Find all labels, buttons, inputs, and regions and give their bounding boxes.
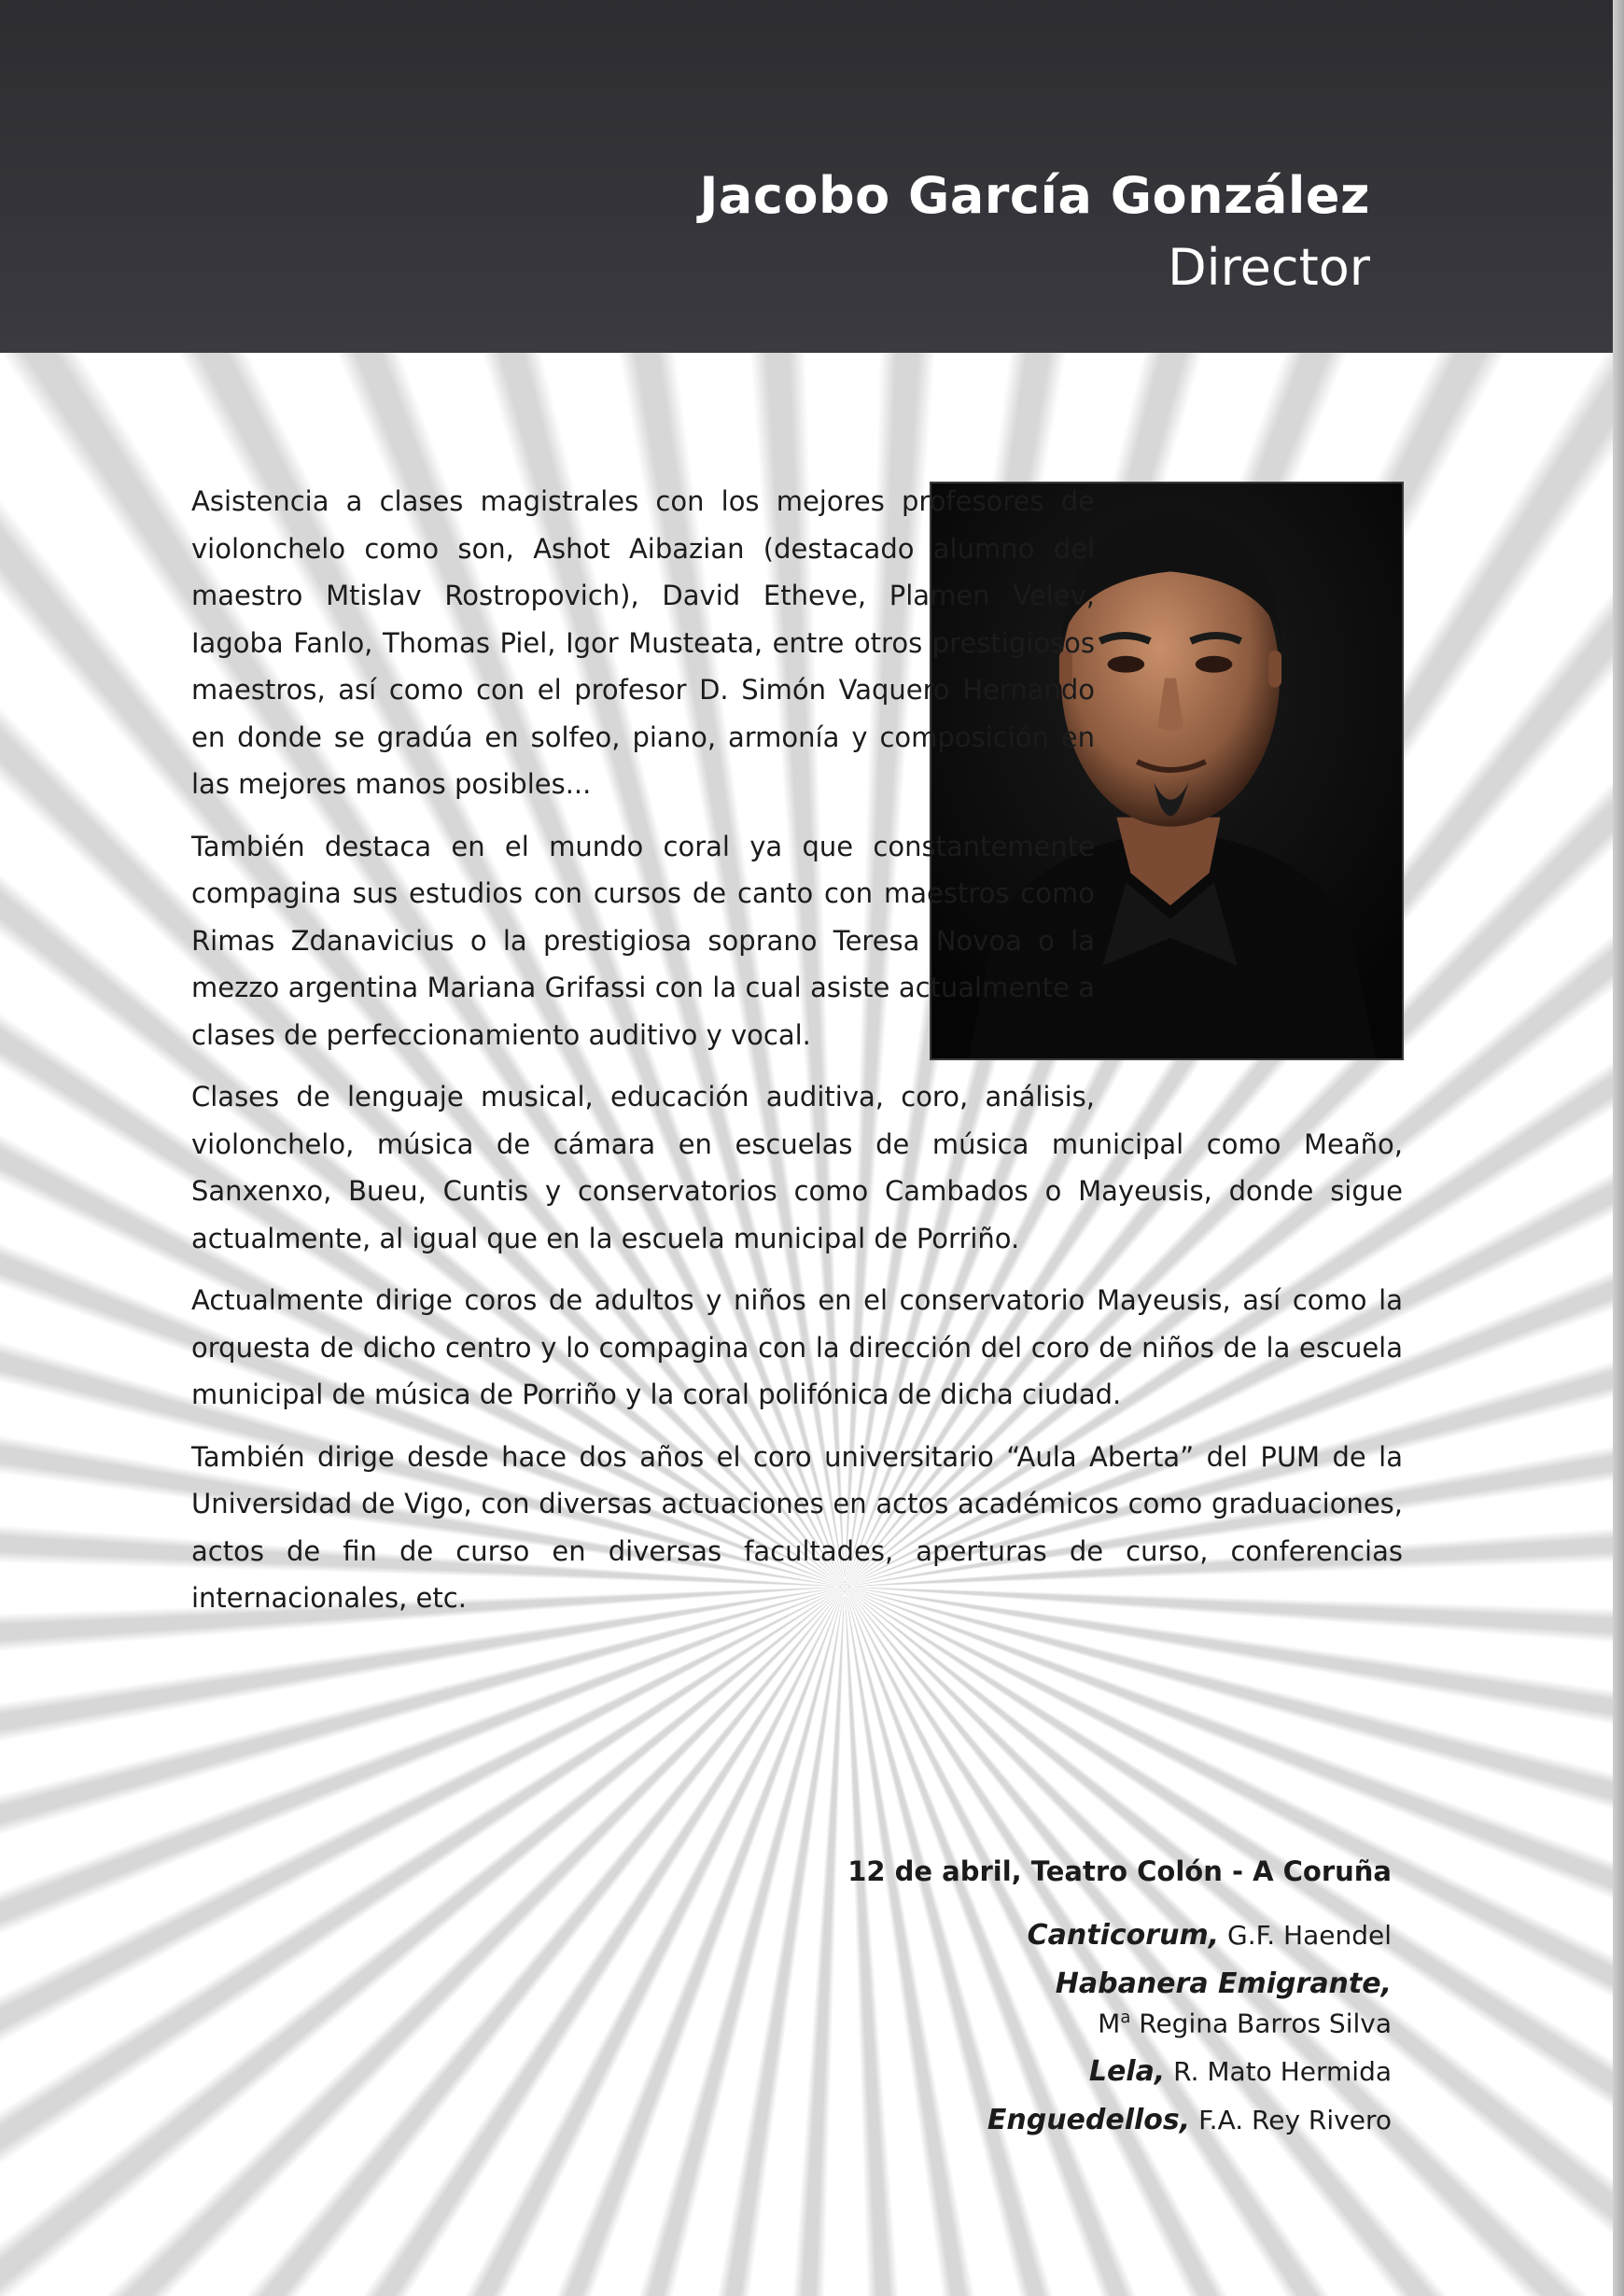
header-banner [0, 0, 1613, 353]
piece-title: Lela, [1088, 2055, 1166, 2089]
composer-prefix: M [1098, 2008, 1121, 2039]
piece-composer: G.F. Haendel [1227, 1920, 1392, 1951]
director-name: Jacobo García González [699, 166, 1370, 225]
bio-paragraph-4: Actualmente dirige coros de adultos y niños en el conservatorio Mayeusis, así como la orquesta de dicho centro y lo compagina con la dirección del coro de niños de la escuela municipal de música de Porriño y la coral polifónica de dicha ciudad. [191, 1284, 1403, 1410]
program-piece [847, 2055, 1392, 2089]
biography-text [191, 478, 1403, 1637]
piece-composer: R. Mato Hermida [1173, 2056, 1392, 2088]
composer-superscript: a [1120, 2008, 1131, 2027]
program-piece [847, 1919, 1392, 1953]
piece-title: Habanera Emigrante, [1055, 1967, 1392, 2000]
piece-composer: F.A. Rey Rivero [1198, 2105, 1392, 2136]
bio-paragraph-2: También destaca en el mundo coral ya que constantemente compagina sus estudios con cursos de canto con maestros como Rimas Zdanavicius o la prestigiosa soprano Teresa Novoa o la mezzo argentina Mariana Grifassi con la cual asiste actualmente a clases de perfeccionamiento auditivo y vocal. [191, 830, 1095, 1051]
bio-paragraph-3: Clases de lenguaje musical, educación auditiva, coro, análisis, violonchelo, música de cámara en escuelas de música municipal como Meaño, Sanxenxo, Bueu, Cuntis y conservatorios como Cambados o Mayeusis, donde sigue actualmente, al igual que en la escuela municipal de Porriño. [191, 1081, 1403, 1254]
composer-name: Regina Barros Silva [1139, 2008, 1392, 2039]
piece-title: Enguedellos, [987, 2104, 1191, 2137]
piece-title: Canticorum, [1027, 1919, 1220, 1952]
program-piece [847, 1967, 1392, 2040]
piece-composer [847, 2001, 1392, 2040]
page-edge [1613, 0, 1624, 2296]
concert-info [847, 1855, 1392, 2152]
bio-paragraph-5: También dirige desde hace dos años el coro universitario “Aula Aberta” del PUM de la Universidad de Vigo, con diversas actuaciones en actos académicos como graduaciones, actos de fin de curso en diversas facultades, aperturas de curso, conferencias internacionales, etc. [191, 1440, 1403, 1614]
program-piece [847, 2104, 1392, 2137]
concert-venue: 12 de abril, Teatro Colón - A Coruña [847, 1855, 1392, 1887]
photo-spacer [1112, 472, 1403, 1086]
bio-paragraph-1: Asistencia a clases magistrales con los mejores profesores de violonchelo como son, Ashot Aibazian (destacado alumno del maestro Mtislav Rostropovich), David Etheve, Plamen Velev, Iagoba Fanlo, Thomas Piel, Igor Musteata, entre otros prestigiosos maestros, así como con el profesor D. Simón Vaquero Hernando en donde se gradúa en solfeo, piano, armonía y composición en las mejores manos posibles... [191, 485, 1095, 800]
director-role: Director [1168, 238, 1370, 297]
